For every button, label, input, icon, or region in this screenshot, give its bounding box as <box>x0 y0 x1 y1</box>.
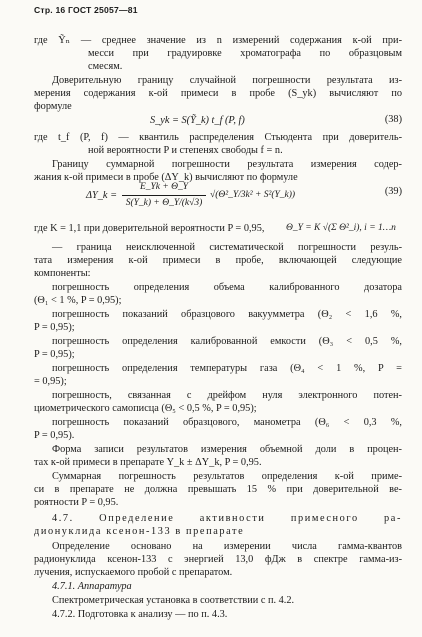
text-line: Спектрометрическая установка в соответствии с п. 4.2. <box>52 595 295 606</box>
text-line: роятности P = 0,95. <box>34 497 119 508</box>
text-line: жания к-ой примеси в пробе (ΔY_k) вычисляют по формуле <box>34 172 298 183</box>
text-line: погрешность определения объема калиброванного дозатора <box>52 282 402 293</box>
text-line: погрешность определения температуры газа (Θ₄ < 1 %, P = <box>52 363 402 374</box>
text-line: Суммарная погрешность результатов определения к-ой приме- <box>52 471 402 482</box>
text-line: си в препарате не должна превышать 15 % при доверительной ве- <box>34 484 402 495</box>
fraction-bar <box>122 195 206 196</box>
equation-39-denominator: S(Y_k) + Θ_Y/(k√3) <box>125 198 203 208</box>
text-line: погрешность показаний образцового вакуумметра (Θ₂ < 1,6 %, <box>52 309 402 320</box>
text-line: = 0,95); <box>34 376 67 387</box>
text-line: Форма записи результатов измерения объемной доли в процен- <box>52 444 402 455</box>
equation-number: (39) <box>384 186 402 197</box>
subsection-heading: 4.7.1. Аппаратура <box>52 581 132 592</box>
text-line: циометрического самописца (Θ₅ < 0,5 %, P = 0,95); <box>34 403 257 414</box>
text-line: мерения содержания к-ой примеси в пробе (S_yk) вычисляют по <box>34 88 402 99</box>
section-heading: 4.7. Определение активности примесного ра- <box>52 513 402 524</box>
text-line: ной вероятности P и степенях свободы f = n. <box>88 145 283 156</box>
text-line: тата измерения к-ой примеси в пробе, включающей следующие <box>34 255 402 266</box>
theta-definition: Θ_Y = K √(Σ Θ²_i), i = 1…n <box>286 223 396 233</box>
section-heading: дионуклида ксенон-133 в препарате <box>34 526 245 537</box>
text-line: Границу суммарной погрешности результата измерения содер- <box>52 159 402 170</box>
text-line: (Θ₁ < 1 %, P = 0,95); <box>34 295 122 306</box>
text-line: погрешность показаний образцового, манометра (Θ₆ < 0,3 %, <box>52 417 402 428</box>
text-line: погрешность определения калиброванной емкости (Θ₃ < 0,5 %, <box>52 336 402 347</box>
text-line: 4.7.2. Подготовка к анализу — по п. 4.3. <box>52 609 228 620</box>
text-line: где K = 1,1 при доверительной вероятности P = 0,95, <box>34 223 265 234</box>
equation-39-lhs: ΔY_k = <box>86 190 118 201</box>
text-line: радионуклида ксенон-133 с энергией 13,0 фДж в спектре гамма-из- <box>34 554 402 565</box>
text-line: где t_f (P, f) — квантиль распределения Стьюдента при доверитель- <box>34 132 402 143</box>
equation-39-numerator: E_Yk + Θ_Y <box>139 182 189 192</box>
text-line: компоненты: <box>34 268 91 279</box>
text-line: Определение основано на измерении числа гамма-квантов <box>52 541 402 552</box>
text-line: лучения, испускаемого пробой с препаратом. <box>34 567 233 578</box>
text-line: месси при градуировке хроматографа по образцовым <box>88 48 402 59</box>
text-line: P = 0,95); <box>34 349 75 360</box>
equation-38: S_yk = S(Ỹ_k) t_f (P, f) <box>150 115 245 126</box>
text-line: смесям. <box>88 61 123 72</box>
text-line: где Ỹₙ — среднее значение из n измерений содержания к-ой при- <box>34 35 402 46</box>
equation-number: (38) <box>384 114 402 125</box>
equation-39-tail: √(Θ²_Y/3k² + S²(Y_k)) <box>210 190 296 200</box>
page-header: Стр. 16 ГОСТ 25057—81 <box>34 5 138 15</box>
text-line: — граница неисключенной систематической погрешности резуль- <box>52 242 402 253</box>
text-line: Доверительную границу случайной погрешности результата из- <box>52 75 402 86</box>
text-line: P = 0,95). <box>34 430 75 441</box>
text-line: погрешность, связанная с дрейфом нуля электронного потен- <box>52 390 402 401</box>
text-line: P = 0,95); <box>34 322 75 333</box>
text-line: формуле <box>34 101 72 112</box>
text-line: тах к-ой примеси в препарате Y_k ± ΔY_k, P = 0,95. <box>34 457 262 468</box>
